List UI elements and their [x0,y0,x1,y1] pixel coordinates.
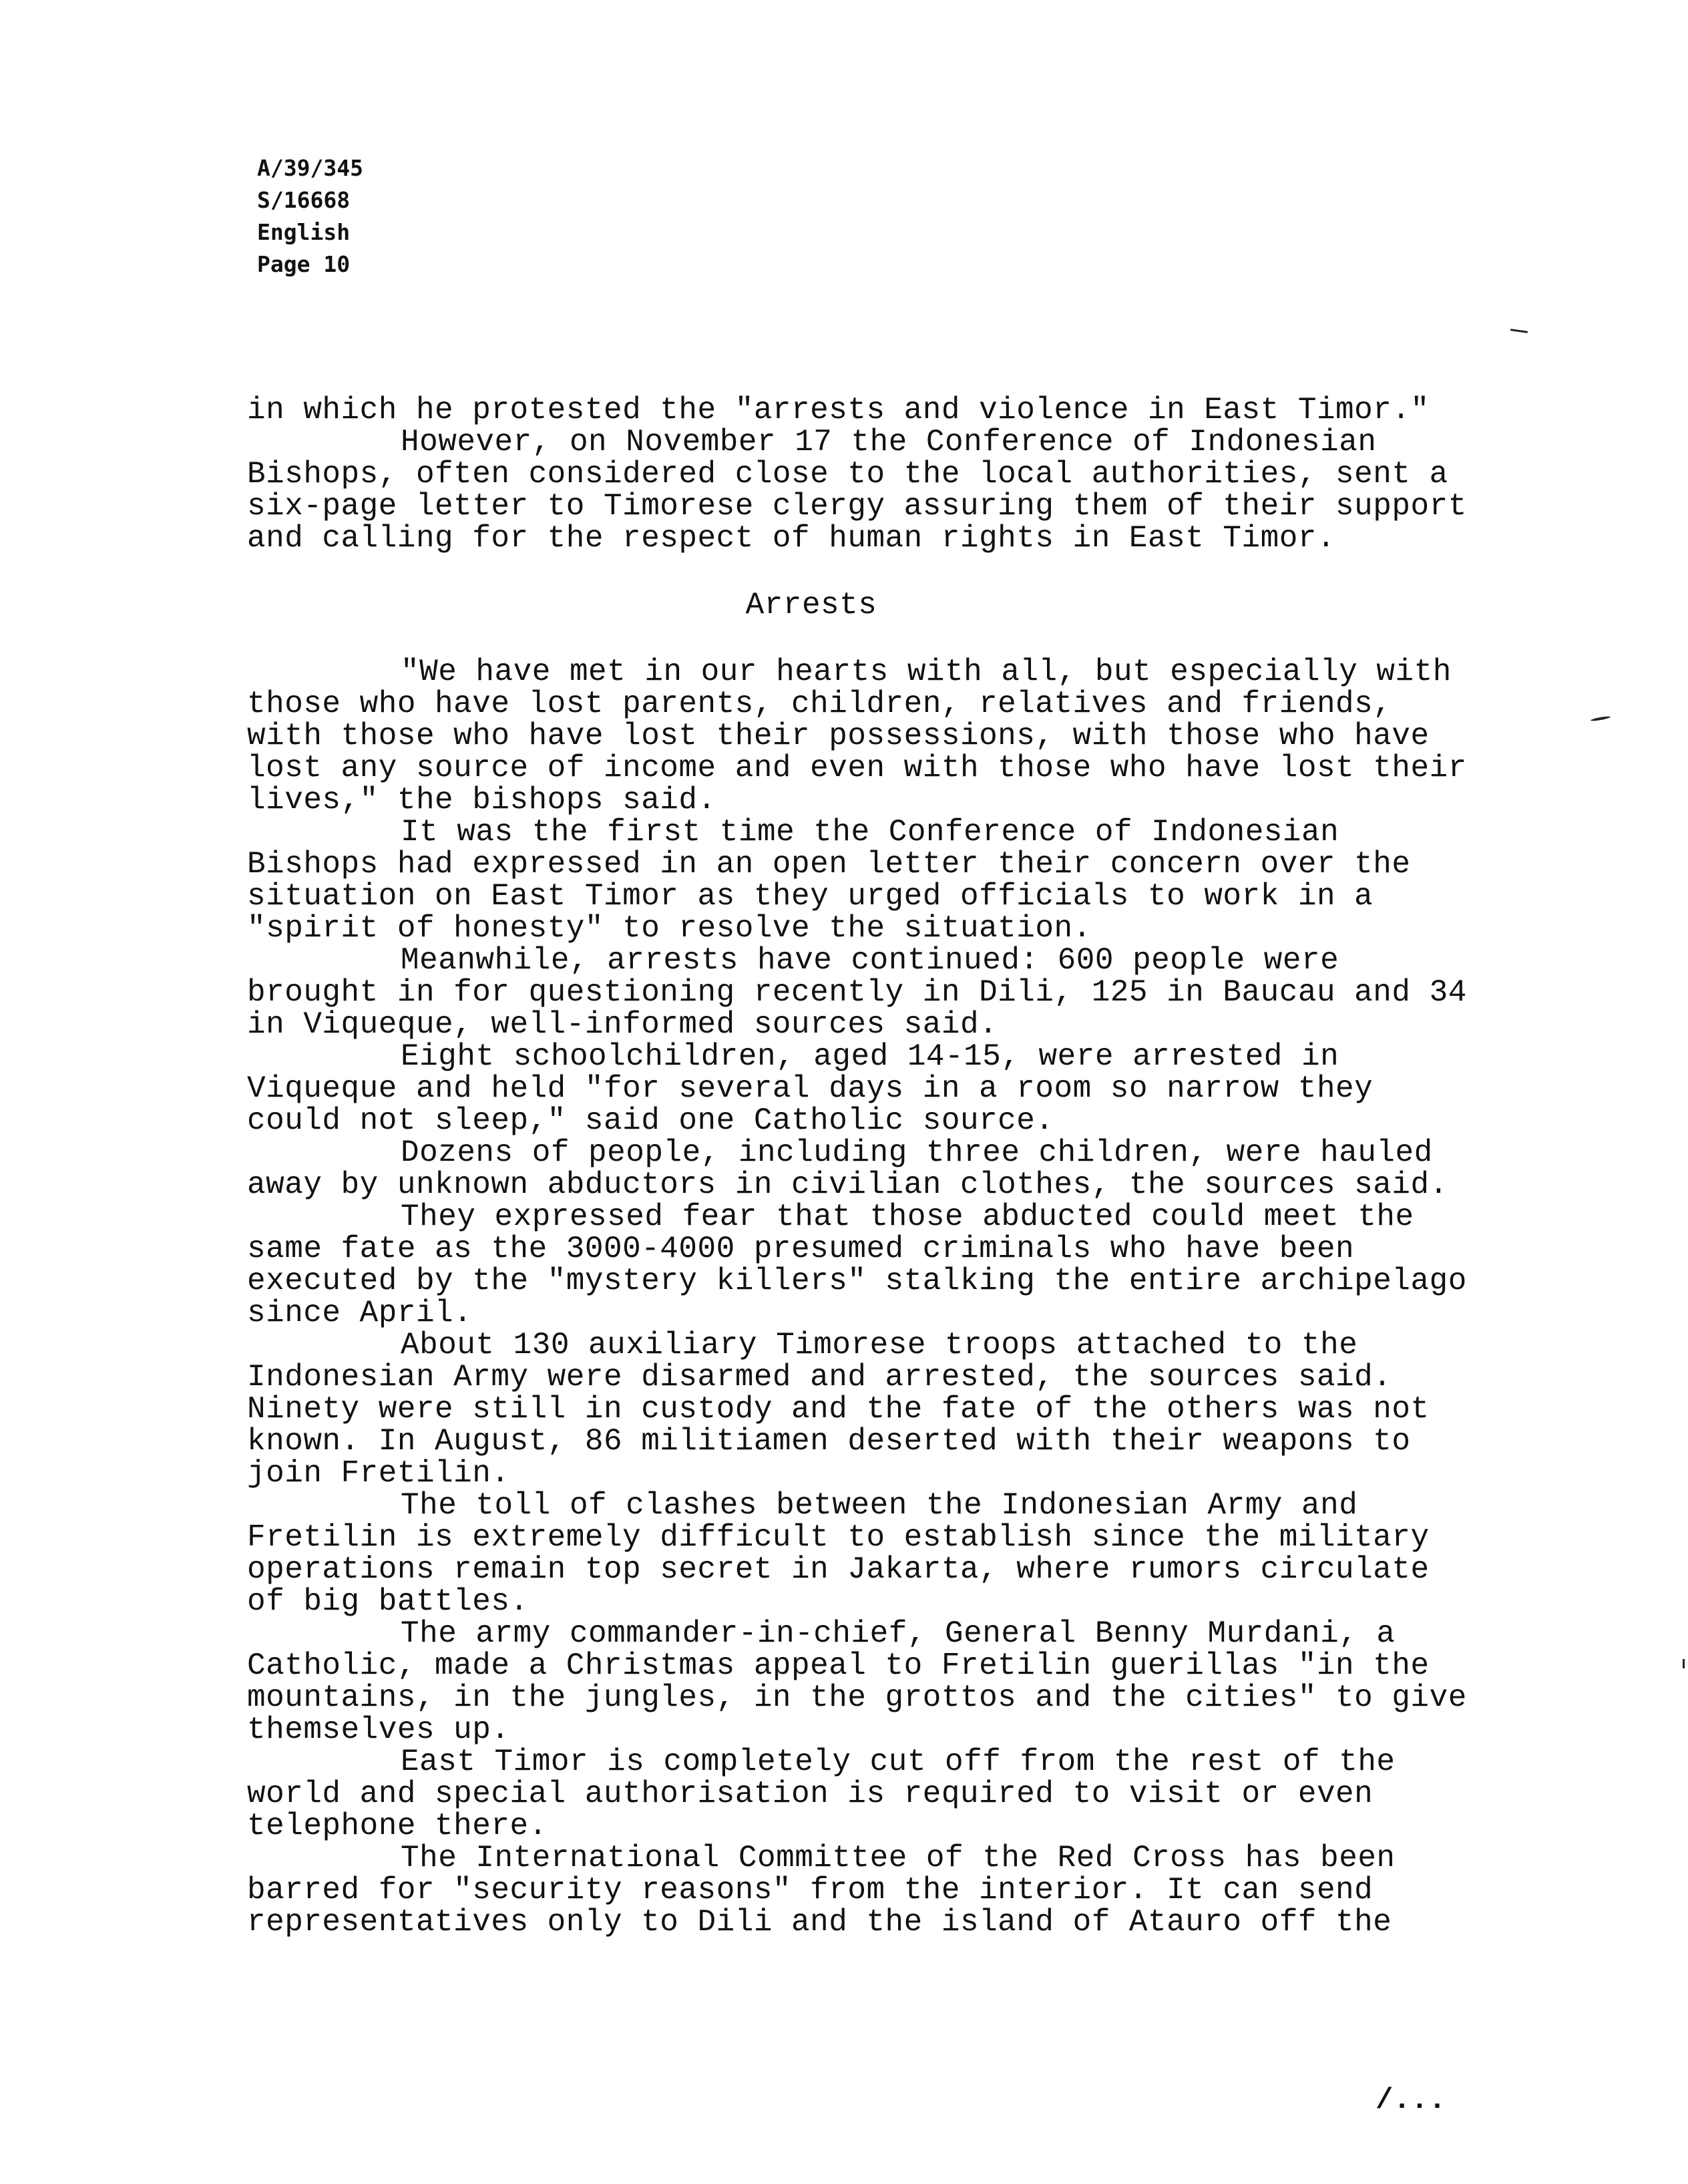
document-language: English [257,219,351,245]
paragraph: East Timor is completely cut off from the rest of the world and special authorisation is required to visit or even telephone there. [247,1745,1396,1843]
page-number: Page 10 [257,251,351,277]
document-symbol-sc: S/16668 [257,187,351,213]
scan-speck [1683,1659,1685,1668]
paragraph: The army commander-in-chief, General Benny Murdani, a Catholic, made a Christmas appeal to Fretilin guerillas "in the mountains, in the jungles, in the grottos and the cities" to give themselves up. [247,1616,1467,1747]
scan-speck [1510,329,1528,333]
document-body [247,394,1482,1938]
paragraph: Eight schoolchildren, aged 14-15, were arrested in Viqueque and held "for several days in a room so narrow they could not sleep," said one Catholic source. [247,1039,1374,1138]
paragraph: They expressed fear that those abducted could meet the same fate as the 3000-4000 presumed criminals who have been executed by the "mystery killers" stalking the entire archipelago since April. [247,1200,1467,1330]
paragraph-continuation: in which he protested the "arrests and violence in East Timor." [247,393,1430,427]
paragraph: However, on November 17 the Conference of Indonesian Bishops, often considered close to the local authorities, sent a six-page letter to Timorese clergy assuring them of their support and calling for the respect of human rights in East Timor. [247,425,1467,556]
document-symbol-ga: A/39/345 [257,155,363,181]
paragraph: It was the first time the Conference of Indonesian Bishops had expressed in an open letter their concern over the situation on East Timor as they urged officials to work in a "spirit of honesty" to resolve the situation. [247,815,1411,946]
paragraph: "We have met in our hearts with all, but especially with those who have lost parents, children, relatives and friends, with those who have lost their possessions, with those who have lost any source of income and even with those who have lost their lives," the bishops said. [247,655,1467,817]
scan-speck [1591,715,1611,721]
document-header [257,152,363,281]
continued-marker: /... [1376,2084,1446,2117]
section-heading: Arrests [745,588,877,622]
paragraph: Meanwhile, arrests have continued: 600 people were brought in for questioning recently in Dili, 125 in Baucau and 34 in Viqueque, well-informed sources said. [247,943,1467,1042]
paragraph: The toll of clashes between the Indonesian Army and Fretilin is extremely difficult to establish since the military operations remain top secret in Jakarta, where rumors circulate of big battles. [247,1488,1430,1619]
paragraph: Dozens of people, including three children, were hauled away by unknown abductors in civilian clothes, the sources said. [247,1135,1448,1202]
paragraph: The International Committee of the Red Cross has been barred for "security reasons" from the interior. It can send representatives only to Dili and the island of Atauro off the [247,1841,1396,1940]
paragraph: About 130 auxiliary Timorese troops attached to the Indonesian Army were disarmed and arrested, the sources said. Ninety were still in custody and the fate of the others was not known. In August, 86 militiamen deserted with their weapons to join Fretilin. [247,1328,1430,1491]
